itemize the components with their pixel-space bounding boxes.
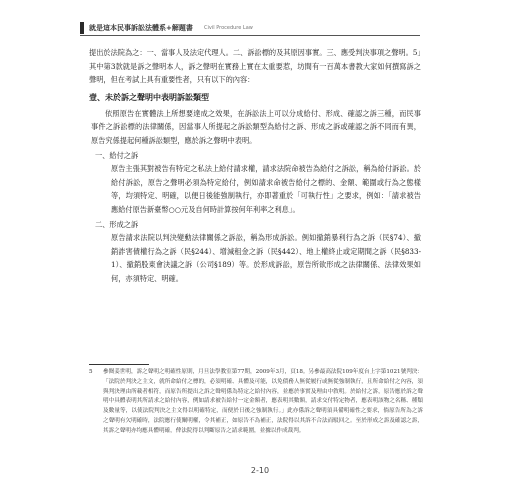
- book-title: 就是這本民事訴訟法體系+解題書: [89, 24, 193, 32]
- footnote-rule: [89, 364, 149, 365]
- header-rule: [80, 35, 420, 36]
- section-paragraph: 依照原告在實體法上所想要達成之效果，在訴訟法上可以分成給付、形成、確認之訴三種，而民事事件之訴訟標的法律關係，因當事人所提起之訴訟類型為給付之訴、形成之訴或確認之訴不同而有異，原告究係提起何種訴訟類型，應於訴之聲明中表明。: [91, 108, 421, 145]
- formation-suit-paragraph: 原告請求法院以判決變動法律關係之訴訟，稱為形成訴訟。例如撤銷暴利行為之訴（民§74）、撤銷詐害債權行為之訴（民§244）、增減租金之訴（民§442）、地上權終止或定期間之訴（民§833-1）、撤銷股東會決議之訴（公司§189）等。於形成訴訟，原告所欲形成之法律關係、法律效果如何，亦須特定、明確。: [111, 233, 421, 283]
- footnote: [89, 368, 423, 437]
- book-subtitle: Civil Procedure Law: [204, 25, 253, 31]
- page-number: 2-10: [250, 466, 270, 475]
- subheading-formation-suit: 二、形成之訴: [95, 220, 139, 229]
- footnote-text: 參閱姜世明，訴之聲明之明確性原則，月旦法學教室第77期，2009年3月，頁18。另參最高法院109年度台上字第1021號判決：「法院於判決之主文，就所命給付之標的，必須明確、具體及可能，以免債務人無從履行或無從強制執行，且所命給付之內容，須與判決理由所載者相符，而原告所提出之訴之聲明係為特定之給付內容，並應於事實及理由中敘明。於給付之訴，原告應於訴之聲明中具體表明其所請求之給付內容，例如請求被告給付一定金額者，應表明其數額，請求交付特定物者，應表明該物之名稱、種類及數量等，以使法院判決之主文得以明確特定，而便於日後之強制執行。」此亦係訴之聲明須具備明確性之要求，倘原告所為之訴之聲明有欠明確時，法院應行使闡明權，令其補正，如原告不為補正，法院得以其訴不合法而駁回之。至於形成之訴及確認之訴，其訴之聲明亦均應具體明確，俾法院得以判斷原告之請求範圍，並據以作成裁判。: [103, 369, 423, 434]
- header-accent-bar: [80, 22, 84, 34]
- main-text: [89, 46, 421, 285]
- payment-suit-paragraph: 原告主張其對被告有特定之私法上給付請求權，請求法院命被告為給付之訴訟，稱為給付訴訟。於給付訴訟，原告之聲明必須為特定給付，例如請求命被告給付之標的、金額、範圍或行為之態樣等，均須特定、明確，以便日後能強制執行，亦即著重於「可執行性」之要求，例如：「請求被告應給付原告新臺幣○○元及自何時計算按何年利率之利息」。: [111, 164, 421, 214]
- subheading-payment-suit: 一、給付之訴: [95, 151, 139, 160]
- section-heading: 壹、未於訴之聲明中表明訴訟類型: [89, 92, 209, 102]
- running-header: [80, 22, 420, 34]
- footnote-number: 5: [89, 369, 93, 375]
- intro-paragraph: 提出於法院為之：一、當事人及法定代理人。二、訴訟標的及其原因事實。三、應受判決事項之聲明。5」其中第3款就是訴之聲明本人，訴之聲明在實務上實在太重要惹，坊間有一百萬本書教大家如何撰寫訴之聲明，但在考試上具有重要性者，只有以下的內容：: [89, 48, 421, 84]
